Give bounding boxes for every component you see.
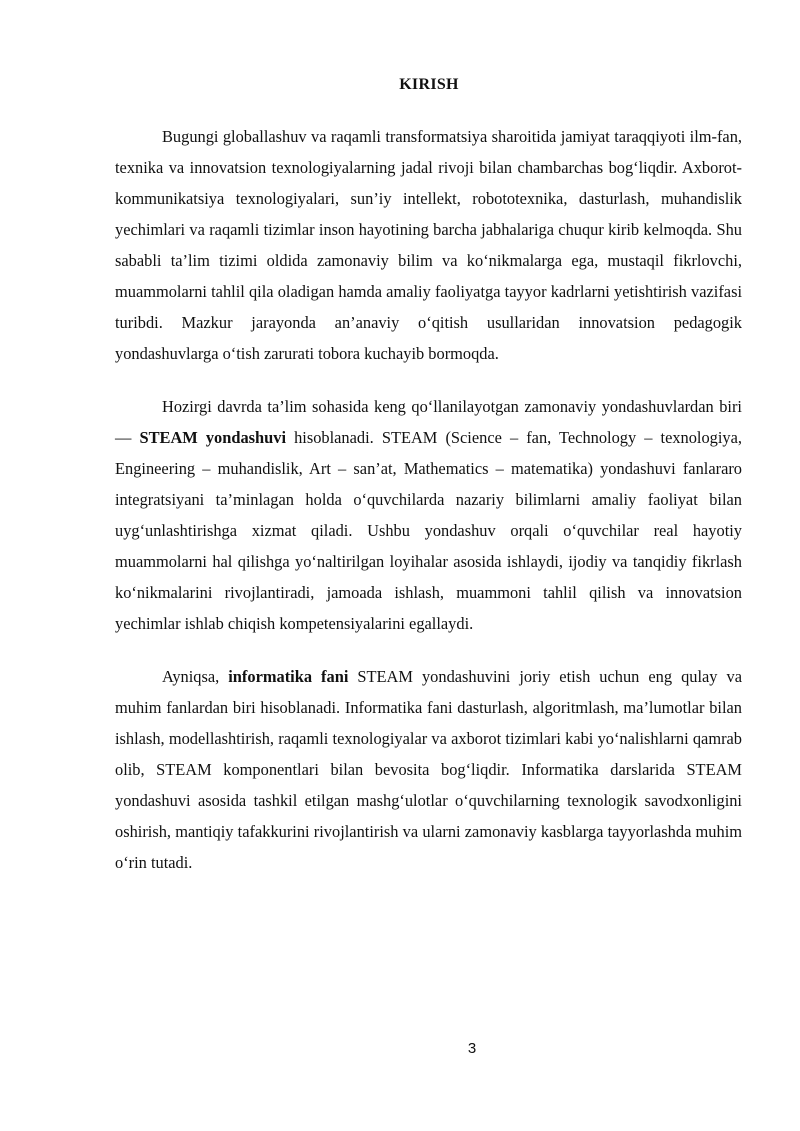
paragraph-3-bold-term: informatika fani xyxy=(228,667,349,686)
paragraph-2 xyxy=(115,391,742,639)
paragraph-2-bold-term: STEAM yondashuvi xyxy=(139,428,287,447)
body-text xyxy=(115,121,742,900)
paragraph-2-text-start: Hozirgi davrda ta’lim sohasida keng qo‘llanilayotgan zamonaviy yondashuvlardan biri — xyxy=(115,397,742,447)
page-title: KIRISH xyxy=(399,76,459,93)
paragraph-3-text-start: Ayniqsa, xyxy=(162,667,229,686)
page-number: 3 xyxy=(467,1040,477,1057)
paragraph-2-text-end: hisoblanadi. STEAM (Science – fan, Technology – texnologiya, Engineering – muhandislik, Art – san’at, Mathematics – matematika) yondashuvi fanlararo integratsiyani ta’minlagan holda o‘quvchilarda nazariy bilimlarni amaliy faoliyat bilan uyg‘unlashtirishga xizmat qiladi. Ushbu yondashuv orqali o‘quvchilar real hayotiy muammolarni hal qilishga yo‘naltirilgan loyihalar asosida ishlaydi, ijodiy va tanqidiy fikrlash ko‘nikmalarini rivojlantiradi, jamoada ishlash, muammoni tahlil qilish va innovatsion yechimlar ishlab chiqish kompetensiyalarini egallaydi. xyxy=(115,428,742,633)
paragraph-1-text: Bugungi globallashuv va raqamli transformatsiya sharoitida jamiyat taraqqiyoti ilm-fan, texnika va innovatsion texnologiyalarning jadal rivoji bilan chambarchas bog‘liqdir. Axborot-kommunikatsiya texnologiyalari, sun’iy intellekt, robototexnika, dasturlash, muhandislik yechimlari va raqamli tizimlar inson hayotining barcha jabhalariga chuqur kirib kelmoqda. Shu sababli ta’lim tizimi oldida zamonaviy bilim va ko‘nikmalarga ega, mustaqil fikrlovchi, muammolarni tahlil qila oladigan hamda amaliy faoliyatga tayyor kadrlarni yetishtirish vazifasi turibdi. Mazkur jarayonda an’anaviy o‘qitish usullaridan innovatsion pedagogik yondashuvlarga o‘tish zarurati tobora kuchayib bormoqda. xyxy=(115,127,742,363)
paragraph-3 xyxy=(115,661,742,878)
paragraph-3-text-end: STEAM yondashuvini joriy etish uchun eng qulay va muhim fanlardan biri hisoblanadi. Informatika fani dasturlash, algoritmlash, ma’lumotlar bilan ishlash, modellashtirish, raqamli texnologiyalar va axborot tizimlari kabi yo‘nalishlarni qamrab olib, STEAM komponentlari bilan bevosita bog‘liqdir. Informatika darslarida STEAM yondashuvi asosida tashkil etilgan mashg‘ulotlar o‘quvchilarning texnologik savodxonligini oshirish, mantiqiy tafakkurini rivojlantirish va ularni zamonaviy kasblarga tayyorlashda muhim o‘rin tutadi. xyxy=(115,667,742,872)
paragraph-1 xyxy=(115,121,742,369)
